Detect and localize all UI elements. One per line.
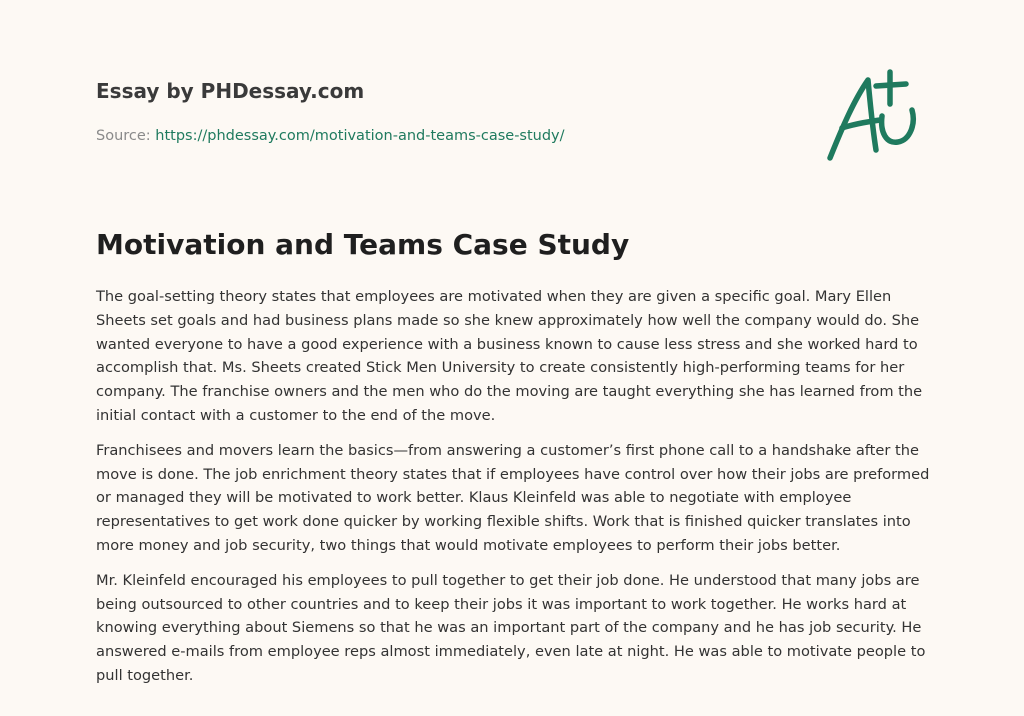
page-header (96, 78, 796, 146)
essay-title: Motivation and Teams Case Study (96, 228, 630, 261)
paragraph: Franchisees and movers learn the basics—from answering a customer’s first phone call to a handshake after the move is done. The job enrichment theory states that if employees have control over how their jobs are preformed or managed they will be motivated to work better. Klaus Kleinfeld was able to negotiate with employee representatives to get work done quicker by working flexible shifts. Work that is finished quicker translates into more money and job security, two things that would motivate employees to perform their jobs better. (96, 441, 930, 554)
source-line (96, 126, 796, 146)
source-label: Source: (96, 128, 156, 144)
a-plus-logo-icon (820, 66, 930, 166)
essay-body (96, 285, 934, 699)
brand-title: Essay by PHDessay.com (96, 79, 365, 103)
source-link[interactable]: https://phdessay.com/motivation-and-teams-case-study/ (155, 128, 565, 144)
paragraph: Mr. Kleinfeld encouraged his employees to pull together to get their job done. He understood that many jobs are being outsourced to other countries and to keep their jobs it was important to work together. He works hard at knowing everything about Siemens so that he was an important part of the company and he has job security. He answered e-mails from employee reps almost immediately, even late at night. He was able to motivate people to pull together. (96, 571, 926, 684)
paragraph: The goal-setting theory states that employees are motivated when they are given a specific goal. Mary Ellen Sheets set goals and had business plans made so she knew approximately how well the company would do. She wanted everyone to have a good experience with a business known to cause less stress and she worked hard to accomplish that. Ms. Sheets created Stick Men University to create consistently high-performing teams for her company. The franchise owners and the men who do the moving are taught everything she has learned from the initial contact with a customer to the end of the move. (96, 288, 923, 424)
